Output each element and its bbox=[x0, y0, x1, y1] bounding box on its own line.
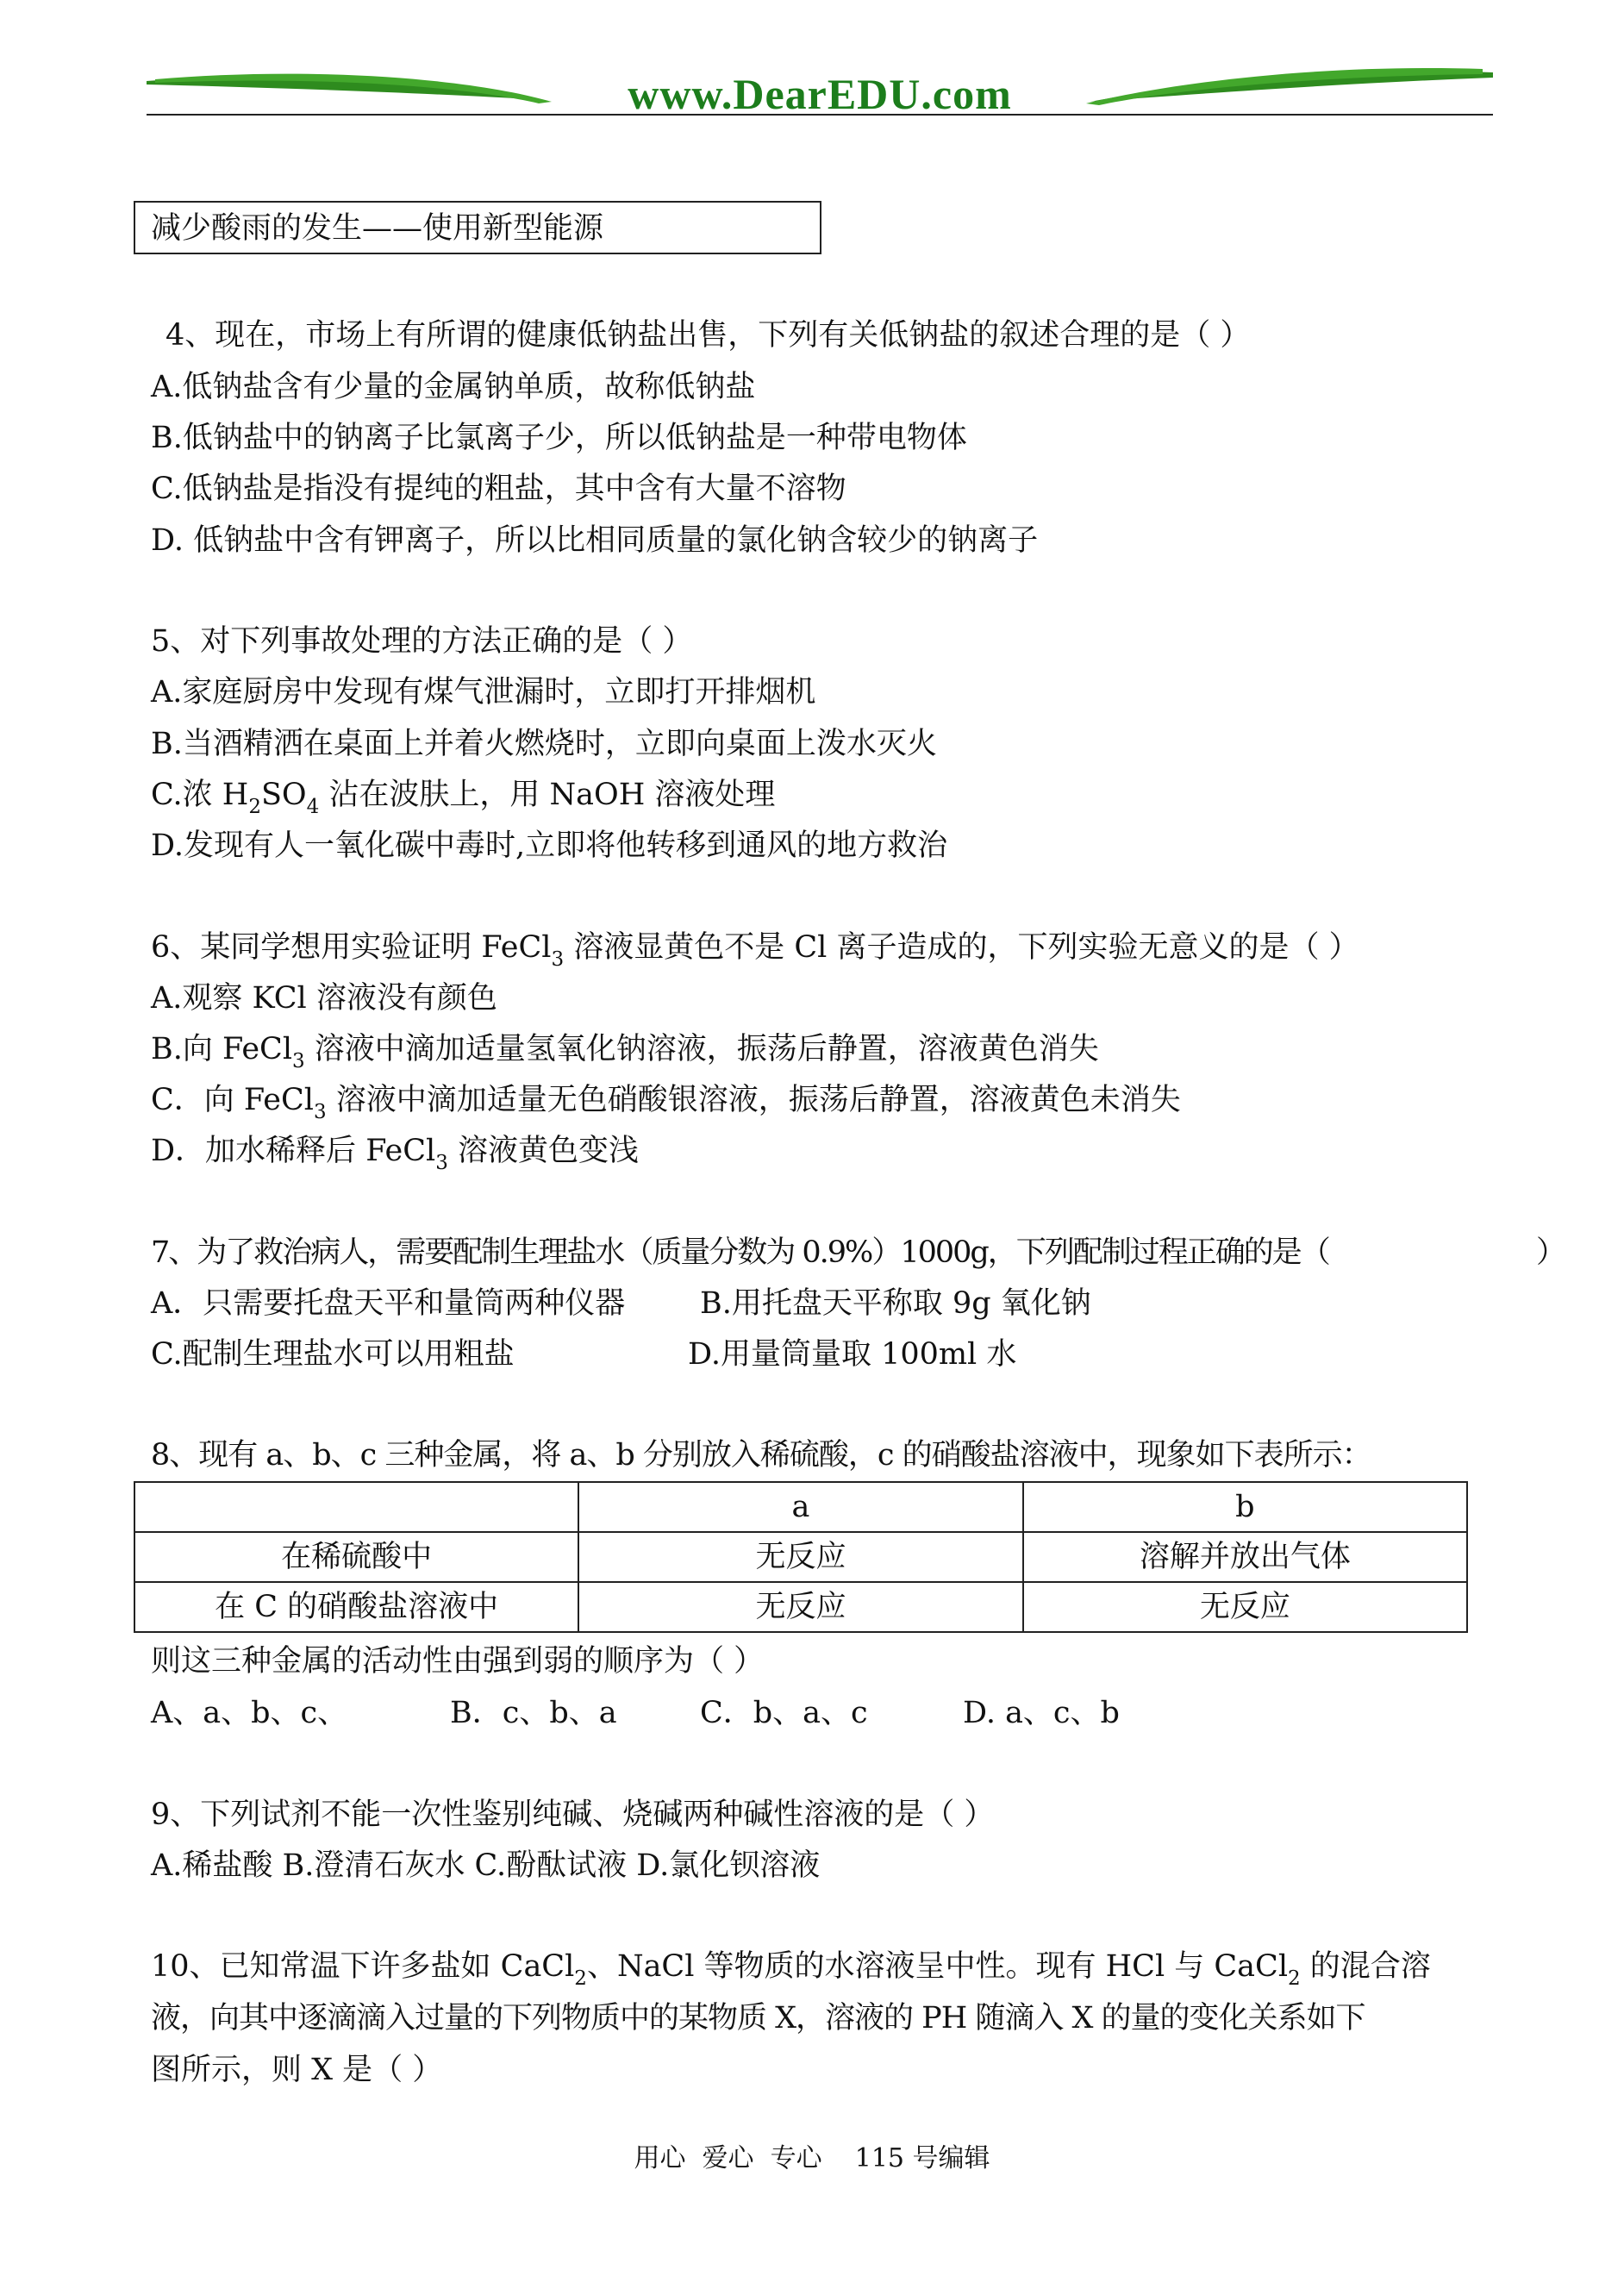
table-cell: 无反应 bbox=[1023, 1582, 1467, 1632]
table-cell: 无反应 bbox=[578, 1582, 1022, 1632]
q5-c-text-2: SO bbox=[260, 778, 307, 812]
q5-c-text-3: 沾在波肤上，用 NaOH 溶液处理 bbox=[319, 778, 776, 812]
q10-subscript-1: 2 bbox=[574, 1967, 587, 1990]
q7-option-c: C.配制生理盐水可以用粗盐 bbox=[151, 1337, 515, 1372]
q4-option-b: B.低钠盐中的钠离子比氯离子少，所以低钠盐是一种带电物体 bbox=[151, 421, 967, 455]
q9-stem: 9、下列试剂不能一次性鉴别纯碱、烧碱两种碱性溶液的是（ ） bbox=[151, 1798, 995, 1832]
q6-c-text-2: 溶液中滴加适量无色硝酸银溶液，振荡后静置，溶液黄色未消失 bbox=[326, 1083, 1181, 1117]
q4-option-d: D. 低钠盐中含有钾离子，所以比相同质量的氯化钠含较少的钠离子 bbox=[151, 523, 1039, 558]
boxed-note-text: 减少酸雨的发生——使用新型能源 bbox=[151, 211, 604, 246]
page-footer: 用心 爱心 专心 115 号编辑 bbox=[634, 2143, 990, 2173]
table-cell: 在稀硫酸中 bbox=[134, 1532, 578, 1582]
q6-stem bbox=[151, 930, 1359, 971]
q8-option-a: A、a、b、c、 bbox=[151, 1696, 348, 1730]
q7-option-a: A．只需要托盘天平和量筒两种仪器 bbox=[151, 1286, 626, 1321]
site-header-banner bbox=[147, 53, 1493, 122]
q6-c-subscript: 3 bbox=[313, 1101, 327, 1123]
q10-line-2: 液，向其中逐滴滴入过量的下列物质中的某物质 X，溶液的 PH 随滴入 X 的量的变化关系如下 bbox=[151, 2001, 1365, 2035]
q7-option-d: D.用量筒量取 100ml 水 bbox=[688, 1337, 1017, 1372]
q10-text-3: 的混合溶 bbox=[1300, 1949, 1431, 1984]
q6-c-text-1: C．向 FeCl bbox=[151, 1083, 314, 1117]
q6-stem-subscript: 3 bbox=[551, 948, 565, 971]
q5-option-d: D.发现有人一氧化碳中毒时,立即将他转移到通风的地方救治 bbox=[151, 829, 948, 863]
table-header-cell bbox=[134, 1482, 578, 1532]
q8-option-b: B．c、b、a bbox=[450, 1696, 617, 1730]
q6-d-text-1: D．加水稀释后 FeCl bbox=[151, 1134, 436, 1168]
table-header-cell: b bbox=[1023, 1482, 1467, 1532]
q5-c-subscript-1: 2 bbox=[248, 796, 261, 818]
q6-d-text-2: 溶液黄色变浅 bbox=[447, 1134, 640, 1168]
q4-option-a: A.低钠盐含有少量的金属钠单质，故称低钠盐 bbox=[151, 370, 756, 404]
table-header-cell: a bbox=[578, 1482, 1022, 1532]
header-divider bbox=[147, 114, 1493, 116]
q6-option-c bbox=[151, 1083, 1181, 1123]
q7-stem: 7、为了救治病人，需要配制生理盐水（质量分数为 0.9%）1000g，下列配制过程正确的是（ bbox=[151, 1235, 1329, 1270]
q10-text-1: 10、已知常温下许多盐如 CaCl bbox=[151, 1949, 575, 1984]
q8-result-table bbox=[134, 1481, 1468, 1633]
q6-b-text-1: B.向 FeCl bbox=[151, 1032, 293, 1066]
q6-stem-text-2: 溶液显黄色不是 Cl 离子造成的，下列实验无意义的是（ ） bbox=[564, 930, 1359, 965]
table-cell: 无反应 bbox=[578, 1532, 1022, 1582]
q6-b-text-2: 溶液中滴加适量氢氧化钠溶液，振荡后静置，溶液黄色消失 bbox=[304, 1032, 1099, 1066]
q7-stem-close: ） bbox=[1536, 1235, 1567, 1270]
boxed-note bbox=[134, 201, 821, 254]
q9-options: A.稀盐酸 B.澄清石灰水 C.酚酞试液 D.氯化钡溶液 bbox=[151, 1848, 821, 1883]
q8-question: 则这三种金属的活动性由强到弱的顺序为（ ） bbox=[151, 1644, 765, 1679]
q6-d-subscript: 3 bbox=[435, 1152, 448, 1174]
q10-subscript-2: 2 bbox=[1288, 1967, 1301, 1990]
table-header-row bbox=[134, 1482, 1467, 1532]
q5-stem: 5、对下列事故处理的方法正确的是（ ） bbox=[151, 624, 693, 659]
table-cell: 在 C 的硝酸盐溶液中 bbox=[134, 1582, 578, 1632]
q10-text-2: 、NaCl 等物质的水溶液呈中性。现有 HCl 与 CaCl bbox=[586, 1949, 1289, 1984]
q8-option-d: D. a、c、b bbox=[963, 1696, 1120, 1730]
q6-option-d bbox=[151, 1134, 640, 1174]
table-row bbox=[134, 1582, 1467, 1632]
q4-option-c: C.低钠盐是指没有提纯的粗盐，其中含有大量不溶物 bbox=[151, 472, 846, 506]
q5-c-subscript-2: 4 bbox=[306, 796, 320, 818]
q8-stem: 8、现有 a、b、c 三种金属，将 a、b 分别放入稀硫酸，c 的硝酸盐溶液中，现象如下表所示： bbox=[151, 1438, 1371, 1473]
q10-line-1 bbox=[151, 1949, 1431, 1990]
q6-option-a: A.观察 KCl 溶液没有颜色 bbox=[151, 981, 497, 1016]
q7-option-b: B.用托盘天平称取 9g 氧化钠 bbox=[700, 1286, 1091, 1321]
q8-option-c: C．b、a、c bbox=[700, 1696, 868, 1730]
q5-c-text-1: C.浓 H bbox=[151, 778, 249, 812]
site-logo-text: www.DearEDU.com bbox=[628, 70, 1012, 118]
table-row bbox=[134, 1532, 1467, 1582]
table-cell: 溶解并放出气体 bbox=[1023, 1532, 1467, 1582]
q5-option-b: B.当酒精洒在桌面上并着火燃烧时，立即向桌面上泼水灭火 bbox=[151, 727, 937, 761]
q6-option-b bbox=[151, 1032, 1099, 1072]
q5-option-a: A.家庭厨房中发现有煤气泄漏时，立即打开排烟机 bbox=[151, 675, 816, 710]
q4-stem: 4、现在，市场上有所谓的健康低钠盐出售，下列有关低钠盐的叙述合理的是（ ） bbox=[166, 318, 1251, 353]
q6-b-subscript: 3 bbox=[292, 1050, 305, 1072]
q6-stem-text-1: 6、某同学想用实验证明 FeCl bbox=[151, 930, 552, 965]
q5-option-c bbox=[151, 778, 776, 818]
q10-line-3: 图所示，则 X 是（ ） bbox=[151, 2053, 443, 2087]
